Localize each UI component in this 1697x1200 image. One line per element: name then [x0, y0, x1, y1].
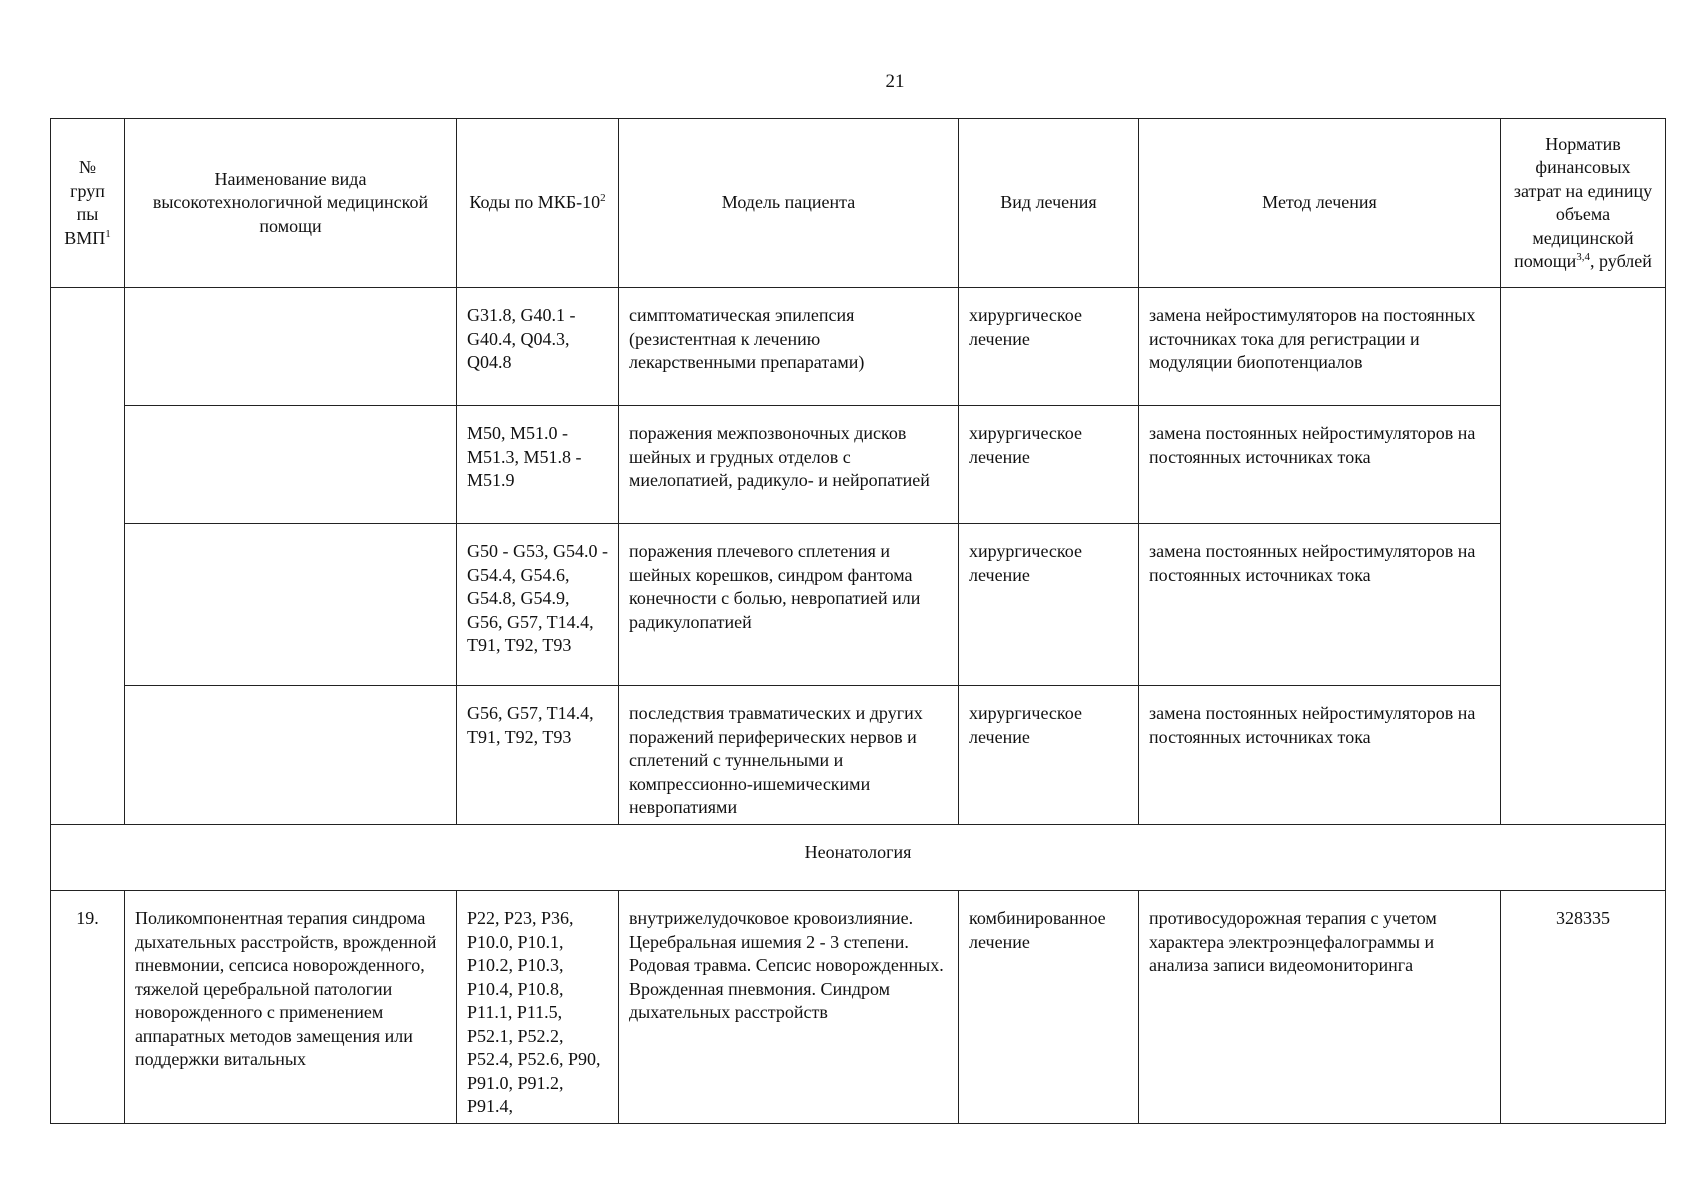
treatment-type-cell: комбинированное лечение [959, 891, 1139, 1124]
treatment-type-cell: хирургическое лечение [959, 686, 1139, 825]
table-row [51, 406, 1666, 524]
patient-model-cell: поражения межпозвоночных дисков шейных и грудных отделов с миелопатией, радикуло- и нейропатией [619, 406, 959, 524]
cost-cell-empty [1501, 288, 1666, 825]
cost-cell: 328335 [1501, 891, 1666, 1124]
name-cell-empty [125, 288, 457, 406]
codes-cell: G31.8, G40.1 - G40.4, Q04.3, Q04.8 [457, 288, 619, 406]
codes-cell: G56, G57, T14.4, T91, T92, T93 [457, 686, 619, 825]
name-cell: Поликомпонентная терапия синдрома дыхательных расстройств, врожденной пневмонии, сепсиса новорожденного, тяжелой церебральной патологии новорожденного с применением аппаратных методов замещения или поддержки витальных [125, 891, 457, 1124]
treatment-method-cell: замена постоянных нейростимуляторов на постоянных источниках тока [1139, 686, 1501, 825]
table-row [51, 524, 1666, 686]
treatment-method-cell: замена постоянных нейростимуляторов на постоянных источниках тока [1139, 524, 1501, 686]
patient-model-cell: внутрижелудочковое кровоизлияние. Церебральная ишемия 2 - 3 степени. Родовая травма. Сепсис новорожденных. Врожденная пневмония. Синдром дыхательных расстройств [619, 891, 959, 1124]
patient-model-cell: поражения плечевого сплетения и шейных корешков, синдром фантома конечности с болью, невропатией или радикулопатией [619, 524, 959, 686]
name-cell-empty [125, 524, 457, 686]
header-icd-codes: Коды по МКБ-$10^2$ [457, 119, 619, 288]
page-number: 21 [885, 71, 905, 92]
codes-cell: M50, M51.0 - M51.3, M51.8 - M51.9 [457, 406, 619, 524]
codes-cell: P22, P23, P36, P10.0, P10.1, P10.2, P10.3, P10.4, P10.8, P11.1, P11.5, P52.1, P52.2, P52.4, P52.6, P90, P91.0, P91.2, P91.4, [457, 891, 619, 1124]
name-cell-empty [125, 686, 457, 825]
treatment-method-cell: замена постоянных нейростимуляторов на постоянных источниках тока [1139, 406, 1501, 524]
codes-cell: G50 - G53, G54.0 - G54.4, G54.6, G54.8, G54.9, G56, G57, T14.4, T91, T92, T93 [457, 524, 619, 686]
header-name: Наименование вида высокотехнологичной медицинской помощи [125, 119, 457, 288]
section-title: Неонатология [51, 825, 1666, 891]
treatment-type-cell: хирургическое лечение [959, 406, 1139, 524]
table-row [51, 288, 1666, 406]
treatment-type-cell: хирургическое лечение [959, 288, 1139, 406]
header-treatment-method: Метод лечения [1139, 119, 1501, 288]
table-row [51, 686, 1666, 825]
header-treatment-type: Вид лечения [959, 119, 1139, 288]
treatment-method-cell: замена нейростимуляторов на постоянных источниках тока для регистрации и модуляции биопотенциалов [1139, 288, 1501, 406]
vmp-table [50, 118, 1666, 1124]
patient-model-cell: симптоматическая эпилепсия (резистентная к лечению лекарственными препаратами) [619, 288, 959, 406]
treatment-type-cell: хирургическое лечение [959, 524, 1139, 686]
treatment-method-cell: противосудорожная терапия с учетом характера электроэнцефалограммы и анализа записи видеомониторинга [1139, 891, 1501, 1124]
name-cell-empty [125, 406, 457, 524]
header-row [51, 119, 1666, 288]
group-no-cell: 19. [51, 891, 125, 1124]
group-no-cell-empty [51, 288, 125, 825]
header-cost: Норматив финансовых затрат на единицу объема медицинской помощи$^{3,4}$, рублей [1501, 119, 1666, 288]
header-patient-model: Модель пациента [619, 119, 959, 288]
header-group-no: № груп пы ВМП$^1$ [51, 119, 125, 288]
section-row [51, 825, 1666, 891]
patient-model-cell: последствия травматических и других поражений периферических нервов и сплетений с туннельными и компрессионно-ишемическими невропатиями [619, 686, 959, 825]
table-row [51, 891, 1666, 1124]
